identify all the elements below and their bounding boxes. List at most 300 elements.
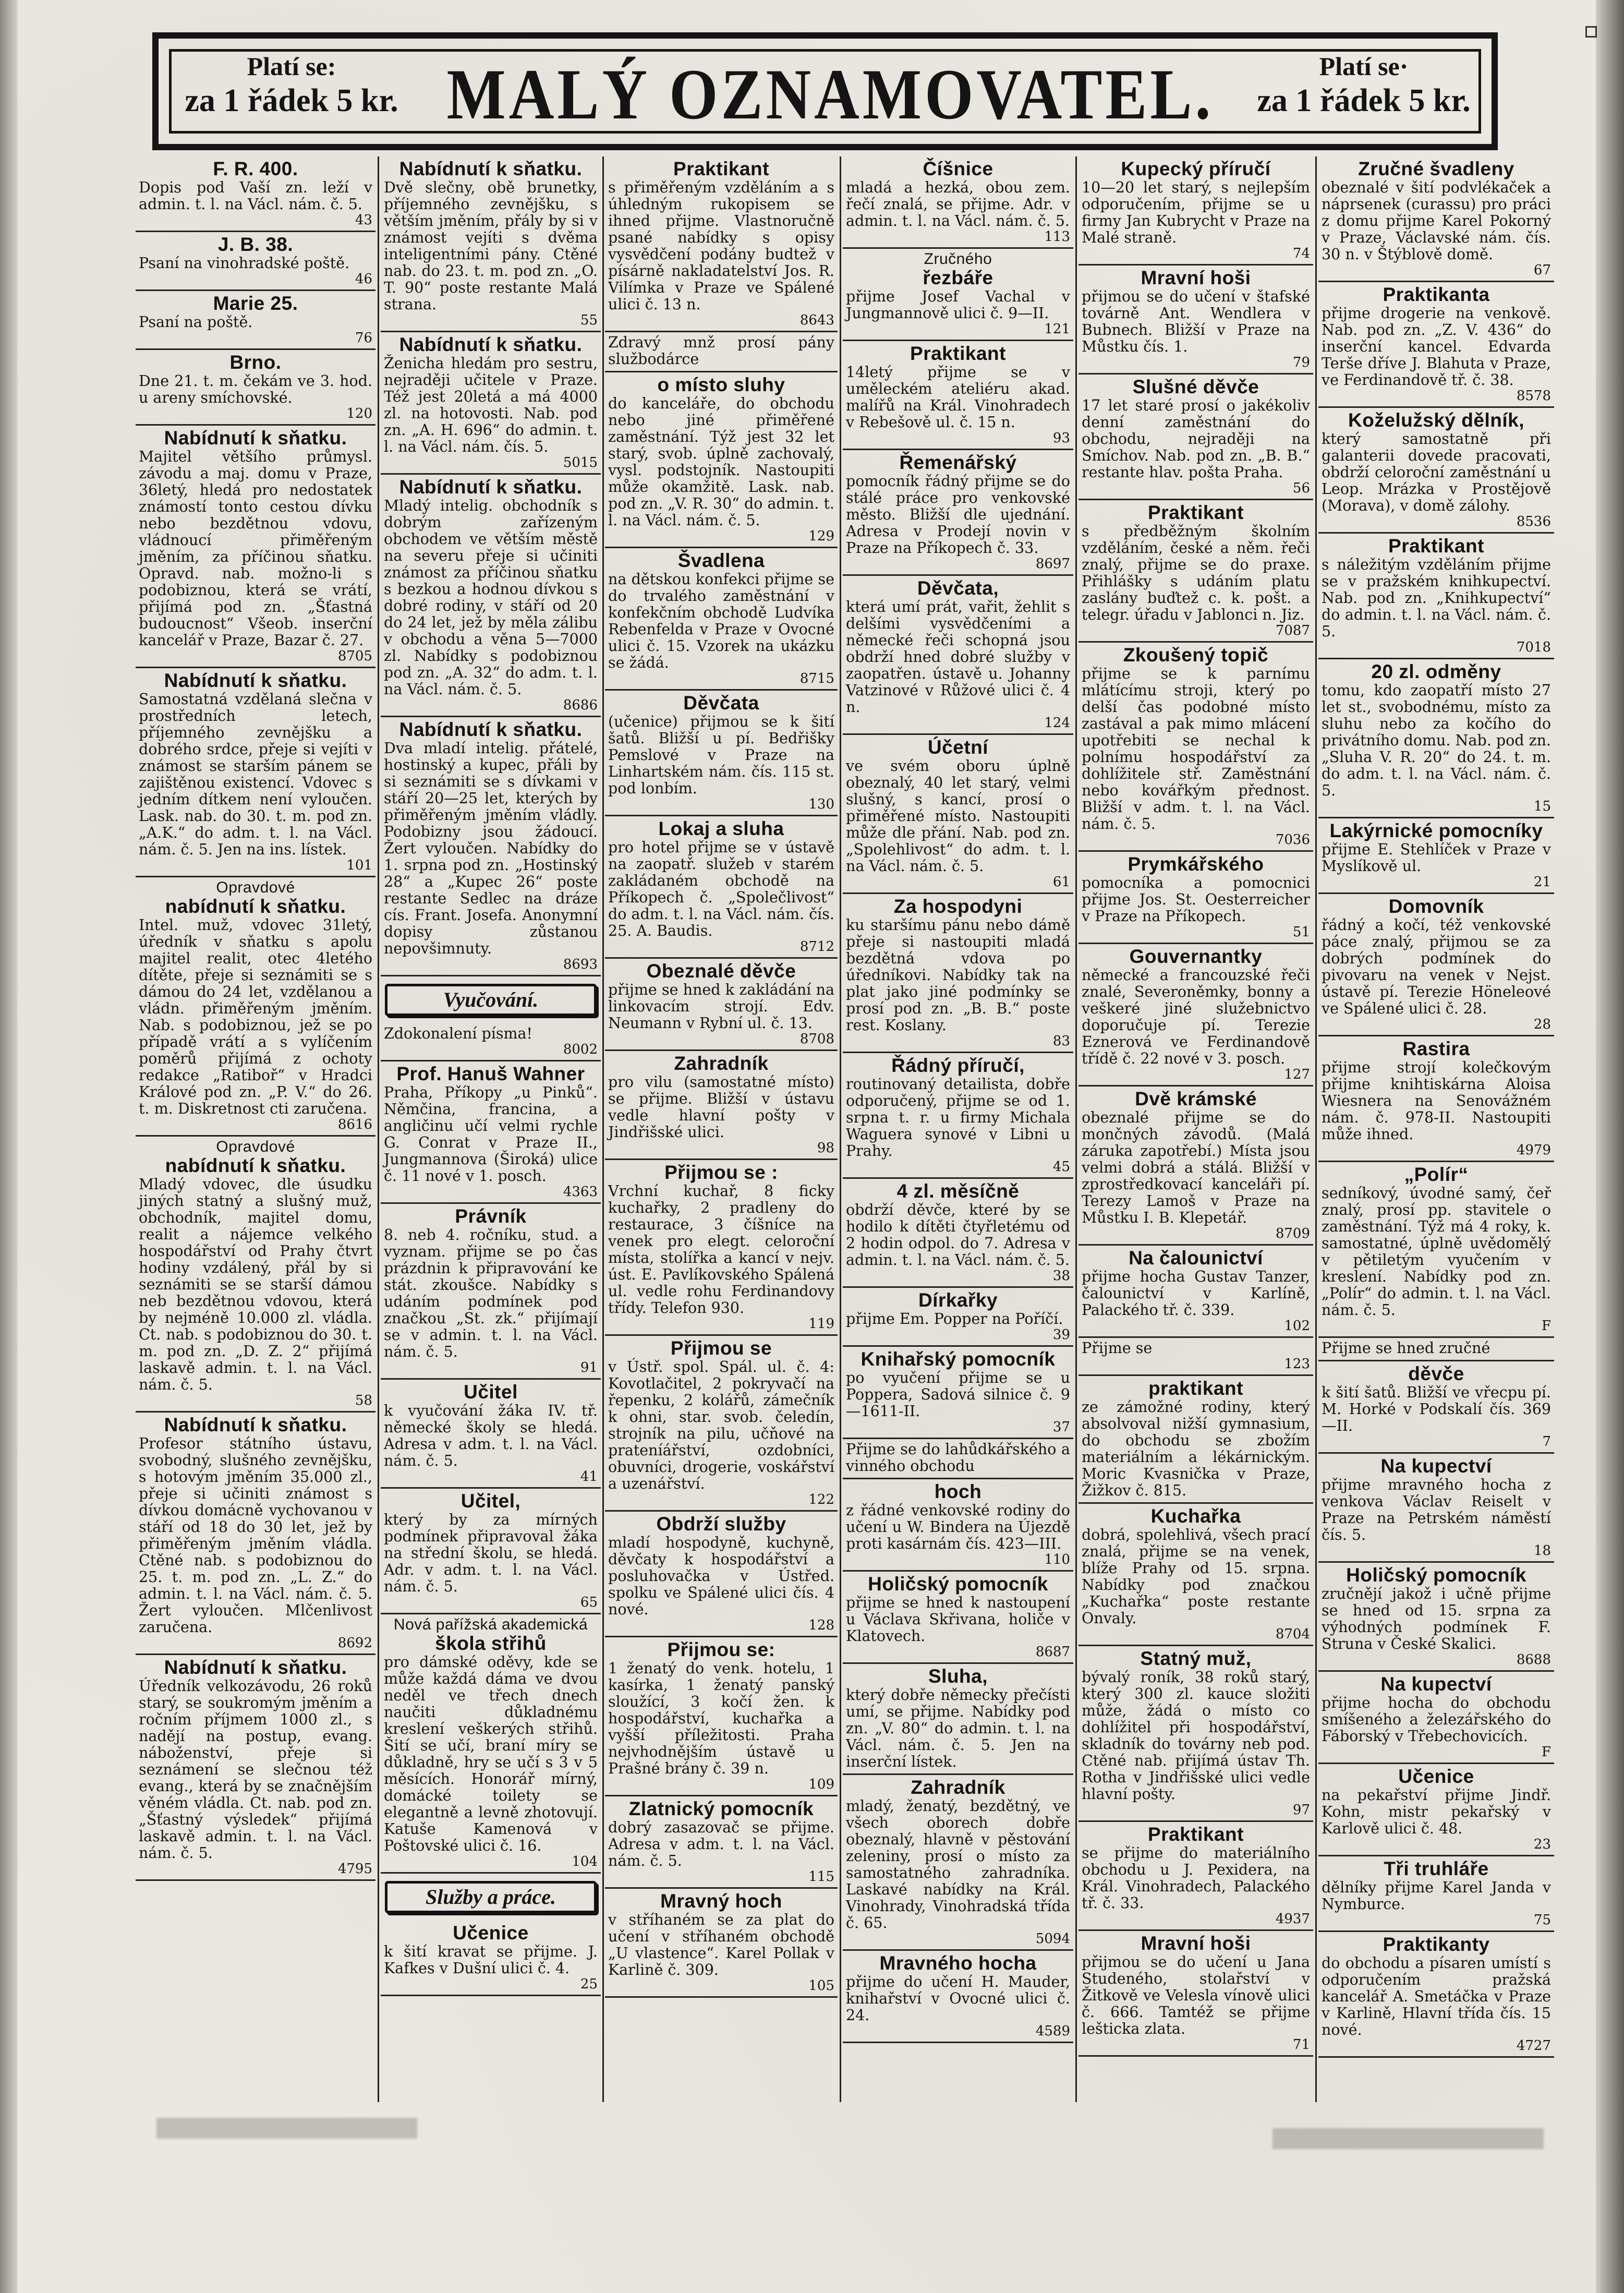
corner-mark [1585, 26, 1597, 38]
column-rule [840, 156, 841, 2102]
ad-heading: Prof. Hanuš Wahner [396, 1063, 585, 1084]
column-4 [843, 156, 1073, 2102]
ad-number: 5015 [563, 455, 598, 470]
classified-ad [381, 1023, 601, 1061]
ad-heading: Na kupectví [1380, 1673, 1492, 1695]
ad-body: pomocníka a pomocnici přijme Jos. St. Oesterreicher v Praze na Příkopech. [1082, 874, 1310, 925]
ad-number: 21 [1533, 874, 1551, 890]
ad-heading: Nabídnutí k sňatku. [399, 476, 583, 498]
ad-heading: Děvčata [683, 692, 759, 714]
ad-heading: 4 zl. měsíčně [896, 1180, 1020, 1202]
ad-body: s náležitým vzděláním přijme se v pražském knihkupectví. Nab. pod zn. „Knihkupectví“ do admin. t. l. na Václ. nám. č. 5. [1322, 556, 1551, 640]
ad-number: 51 [1292, 924, 1310, 940]
ad-body: Dopis pod Vaší zn. leží v admin. t. l. na Václ. nám. č. 5. [139, 179, 372, 213]
ad-body: na dětskou konfekci přijme se do trvalého zaměstnání v konfekčním obchodě Ludvíka Rebenfelda v Praze v Ovocné ulici č. 15. Vzorek na ukázku se žádá. [608, 571, 834, 671]
ad-heading-secondary: řezbáře [923, 267, 993, 288]
ad-number: F [1541, 1744, 1551, 1760]
column-rule [602, 156, 604, 2102]
classified-ad [843, 341, 1073, 450]
classified-ad [381, 1380, 601, 1489]
ad-heading: Dírkařky [918, 1289, 998, 1311]
classified-ad [136, 668, 375, 877]
classified-ad [1078, 944, 1313, 1087]
ad-number: 8578 [1516, 388, 1551, 404]
ad-heading: Marie 25. [213, 293, 298, 314]
masthead-right-price: za 1 řádek 5 kr. [1257, 83, 1471, 118]
classified-ad [843, 1572, 1073, 1664]
ad-heading: Přijmou se [670, 1337, 772, 1359]
classified-ad [1318, 282, 1554, 408]
ad-number: 93 [1052, 430, 1070, 446]
ad-body: obeznalé přijme se do mončných závodů. (Malá záruka zapotřebí.) Místa jsou velmi dobrá a stálá. Bližší v zprostředkovací kanceláři pí. Terezy Lamoš v Praze na Můstku I. B. Klepetář. [1082, 1109, 1310, 1226]
ad-body: 1 ženatý do venk. hotelu, 1 kasírka, 1 ženatý panský sloužící, 3 kočí žen. k hospodářství, kuchařka a vyšší příležitosti. Praha nejvhodnějším ústavě u Prašné brány č. 39 n. [608, 1660, 834, 1777]
ad-body: ze zámožné rodiny, který absolvoval nižší gymnasium, do obchodu se zbožím materiálním a lékárnickým. Moric Kvasnička v Praze, Žižkov č. 815. [1082, 1398, 1310, 1499]
ad-number: 8687 [1035, 1644, 1070, 1660]
ad-heading: o místo sluhy [657, 374, 785, 395]
ad-heading: „Polír“ [1404, 1164, 1469, 1185]
classified-ad [1318, 1932, 1554, 2058]
ad-body: Psaní na vinohradské poště. [139, 255, 350, 272]
ad-heading: Nabídnutí k sňatku. [164, 1414, 347, 1435]
ad-number: 8686 [563, 697, 598, 713]
ad-body: k vyučování žáka IV. tř. německé školy se hledá. Adresa v adm. t. l. na Václ. nám. č. 5. [384, 1402, 598, 1469]
ad-number: 8709 [1275, 1226, 1310, 1241]
ad-body: Majitel většího průmysl. závodu a maj. domu v Praze, 36letý, hledá pro nedostatek známostí tonto cestou dívku nebo bezdětnou vdovu, vládnoucí přiměřeným jměním, za příčinou sňatku. Opravd. nab. možno-li s podobiznou, která se vrátí, přijímá pod zn. „Šťastná budoucnost“ Všeob. inserční kancelář v Praze, Bazar č. 27. [139, 448, 372, 649]
ad-heading: Mravného hocha [879, 1952, 1037, 1974]
ad-heading: Obeznalé děvče [646, 960, 796, 982]
ad-number: 101 [346, 858, 372, 873]
ad-number: 65 [580, 1595, 598, 1610]
ad-body: bývalý roník, 38 roků starý, který 300 zl. kauce složiti může, žádá o místo co dohlížitel při hospodářství, skladník do továrny neb pod. Ctěné nab. přijímá ústav Th. Rotha v Jindřišské ulici vedle hlavní pošty. [1082, 1669, 1310, 1803]
ad-number: 127 [1284, 1067, 1310, 1082]
ad-body: Dne 21. t. m. čekám ve 3. hod. u areny smíchovské. [139, 372, 372, 406]
ad-number: 121 [1044, 321, 1070, 337]
ad-heading: Řádný příručí, [891, 1055, 1025, 1076]
ad-number: 15 [1533, 799, 1551, 814]
ad-body: přijme se k parnímu mlátícímu stroji, který po delší čas podobné místo zastával a pak mimo mlácení upotřebiti se nechal k polnímu hospodářství za dohlížitele stř. Zaměstnání nebo kovářkým přednost. Bližší v adm. t. l. na Václ. nám. č. 5. [1082, 665, 1310, 832]
ad-heading: Praktikanta [1383, 284, 1490, 305]
scan-edge-left [0, 0, 18, 2293]
ad-number: 4363 [563, 1184, 598, 1200]
ad-heading: Nabídnutí k sňatku. [164, 427, 347, 449]
ad-number: 76 [355, 330, 372, 346]
ad-body: k šití šatů. Bližší ve vřecpu pí. M. Horké v Podskalí čís. 369—II. [1322, 1384, 1551, 1434]
ad-number: 8708 [799, 1031, 834, 1047]
ad-heading: Účetní [927, 737, 989, 758]
ad-body: Zdravý mnž prosí pány službodárce [608, 334, 834, 368]
ad-body: dobrá, spolehlivá, všech prací znalá, přijme se na venek, blíže Prahy od 15. srpna. Nabídky pod značkou „Kuchařka“ poste restante Onvaly. [1082, 1526, 1310, 1627]
ad-number: 104 [572, 1854, 598, 1869]
classified-ad [843, 1053, 1073, 1179]
ad-heading: J. B. 38. [217, 234, 294, 255]
ad-number: 122 [808, 1492, 834, 1507]
classified-ad [1078, 1931, 1313, 2057]
classified-ad [843, 1439, 1073, 1479]
ad-number: 55 [580, 312, 598, 328]
ad-body: Intel. muž, vdovec 31letý, úředník v sňatku s apolu majitel realit, otec 4letého dítěte, přeje si seznámiti se s dámou do 24 let, vzdělanou a vládn. přiměřeným jměním. Nab. s podobiznou, jež se po případě vrátí a s vylíčením poměrů přijímá z ochoty redakce „Ratiboř“ v Hradci Králové pod zn. „P. V.“ do 26. t. m. Diskretnost cti zaručena. [139, 916, 372, 1117]
print-smudge [1272, 2128, 1544, 2149]
ad-body: přijme drogerie na venkově. Nab. pod zn. „Z. V. 436“ do inserční kancel. Edvarda Terše dříve J. Blahuta v Praze, ve Ferdinandově tř. č. 38. [1322, 305, 1551, 389]
ad-heading: Nabídnutí k sňatku. [164, 1657, 347, 1678]
classified-ad [605, 1889, 838, 1998]
ad-heading: Domovník [1388, 896, 1484, 917]
classified-ad [605, 959, 838, 1051]
ad-body: obdrží děvče, které by se hodilo k dítěti čtyřletému od 2 hodin odpol. do 7. Adresa v admin. t. l. na Václ. nám. č. 5. [846, 1201, 1070, 1269]
masthead-left-price: za 1 řádek 5 kr. [185, 83, 398, 118]
ad-body: na pekařství přijme Jindř. Kohn, mistr pekařský v Karlově ulici č. 48. [1322, 1787, 1551, 1837]
ad-number: 71 [1292, 2037, 1310, 2053]
classified-ad [843, 156, 1073, 249]
column-2 [381, 156, 601, 2102]
classified-ad [1078, 1504, 1313, 1646]
classified-ad [605, 691, 838, 816]
ad-body: Úředník velkozávodu, 26 roků starý, se soukromým jměním a ročním příjmem 1000 zl., s nadějí na postup, evang. náboženství, přeje si seznámení se slečnou též evang., která by se značnějším věném vládla. Ct. nab. pod zn. „Šťastný výsledek“ přijímá laskavě admin. t. l. na Václ. nám. č. 5. [139, 1677, 372, 1862]
classified-ad [136, 232, 375, 291]
ad-number: 4979 [1516, 1142, 1551, 1158]
ad-heading: Nabídnutí k sňatku. [399, 158, 583, 179]
column-6 [1318, 156, 1554, 2102]
classified-ad [381, 717, 601, 976]
classified-ad [1078, 1822, 1313, 1931]
classified-ad [1078, 1376, 1313, 1504]
classified-ad [605, 1512, 838, 1637]
ad-heading-secondary: škola střihů [435, 1633, 547, 1654]
classified-ad [843, 249, 1073, 341]
classified-ad [136, 1413, 375, 1655]
classified-ad [1078, 1646, 1313, 1822]
column-5 [1078, 156, 1313, 2102]
classified-ad [1318, 1672, 1554, 1764]
ad-number: 83 [1052, 1033, 1070, 1049]
ad-number: 41 [580, 1469, 598, 1485]
ad-body: ku staršímu pánu nebo dámě přeje si nastoupiti mladá bezdětná vdova po úředníkovi. Nabídky tak na plat jako jiné podmínky se prosí pod zn. „B. B.“ poste rest. Koslany. [846, 916, 1070, 1034]
ad-heading: Zručného [924, 250, 992, 268]
ad-heading: Zahradník [674, 1053, 769, 1074]
ad-number: 110 [1044, 1552, 1070, 1567]
classified-ad [136, 350, 375, 426]
ad-heading: Obdrží služby [656, 1513, 786, 1535]
ad-body: Praha, Příkopy „u Pinků“. Němčina, francina, a angličinu učí velmi rychle G. Conrat v Praze II., Jungmannova (Široká) ulice č. 11 nové v 1. posch. [384, 1084, 598, 1185]
ad-body: po vyučení přijme se u Poppera, Sadová silnice č. 9—1611-II. [846, 1369, 1070, 1420]
classified-ad [1318, 659, 1554, 818]
ad-number: 128 [808, 1618, 834, 1633]
ad-body: do obchodu a písaren umístí s odporučením pražská kancelář A. Smetáčka v Praze v Karlině, Hlavní třída čís. 15 nové. [1322, 1954, 1551, 2038]
ad-heading: Zručné švadleny [1358, 158, 1514, 179]
ad-number: 25 [580, 1976, 598, 1992]
ad-body: z řádné venkovské rodiny do učení u W. Bindera na Újezdě proti kasárnám čís. 423—III. [846, 1502, 1070, 1552]
classified-ad [843, 450, 1073, 576]
ad-heading: Číšnice [923, 158, 993, 179]
classified-ad [843, 1479, 1073, 1572]
ad-body: 8. neb 4. ročníku, stud. a vyznam. přijme se po čas prázdnin k připravování ke stát. zkoušce. Nabídky s udáním podmínek pod značkou „St. zk.“ přijímají se v admin. t. l. na Václ. nám. č. 5. [384, 1226, 598, 1360]
ad-heading: Holičský pomocník [1346, 1564, 1526, 1586]
ad-number: 119 [808, 1316, 834, 1332]
ad-body: s předběžným školním vzděláním, české a něm. řeči znalý, přijme se do praxe. Přihlášky s udáním platu zaslány buďtež c. k. pošt. a telegr. úřadu v Jablonci n. Jiz. [1082, 523, 1310, 623]
classified-ad [605, 1336, 838, 1512]
ad-heading: Nabídnutí k sňatku. [399, 334, 583, 355]
classified-ad [1078, 643, 1313, 852]
ad-heading: Kupecký příručí [1121, 158, 1271, 179]
ad-heading: děvče [1408, 1363, 1464, 1384]
ad-heading: Praktikant [910, 343, 1006, 364]
classified-ad [605, 156, 838, 332]
ad-number: 4727 [1516, 2038, 1551, 2054]
ad-heading: Kuchařka [1150, 1505, 1241, 1527]
classified-ad [1318, 1361, 1554, 1454]
ad-heading: Holičský pomocník [868, 1573, 1048, 1595]
ad-number: 130 [808, 796, 834, 812]
ad-number: 8705 [337, 648, 372, 664]
masthead [152, 32, 1498, 150]
ad-number: 129 [808, 528, 834, 544]
ad-heading: Tři truhláře [1384, 1858, 1489, 1879]
ad-heading: hoch [934, 1481, 982, 1502]
ad-body: který by za mírných podmínek připravoval žáka na střední školu, se hledá. Adr. v adm. t. l. na Václ. nám. č. 5. [384, 1511, 598, 1595]
ad-number: 45 [1052, 1159, 1070, 1175]
classified-ad [1318, 1454, 1554, 1563]
ad-number: 79 [1292, 355, 1310, 370]
ad-body: Mladý intelig. obchodník s dobrým zařízeným obchodem ve větším městě na severu přeje si učiniti známost za příčinou sňatku s bezkou a hodnou dívkou s dobré rodiny, v stáří od 20 do 24 let, jež by měla zálibu v obchodu a věna 5—7000 zl. Nabídky s podobiznou pod zn. „A. 32“ do adm. t. l. na Václ. nám. č. 5. [384, 497, 598, 698]
ad-number: 7087 [1275, 623, 1310, 638]
ad-body: tomu, kdo zaopatří místo 27 let st., svobodnému, místo za sluhu nebo za kočího do privátního domu. Nab. pod zn. „Sluha V. R. 20“ do 24. t. m. do adm. t. l. na Václ. nám. č. 5. [1322, 682, 1551, 799]
ad-number: 7018 [1516, 639, 1551, 655]
ad-number: 105 [808, 1978, 834, 1994]
classified-ad [843, 1179, 1073, 1288]
ad-number: 4795 [337, 1861, 372, 1877]
ad-body: Profesor státního ústavu, svobodný, slušného zevnějšku, s hotovým jměním 35.000 zl., přeje si učiniti známost s dívkou domácně vychovanou v stáří od 18 do 30 let, jež by přiměřeným jměním vládla. Ctěné nab. s podobiznou do 25. t. m. pod zn. „L. Z.“ do admin. t. l. na Václ. nám. č. 5. Žert vyloučen. Mlčenlivost zaručena. [139, 1435, 372, 1636]
classified-ad [1318, 1162, 1554, 1338]
ad-number: 8693 [563, 957, 598, 972]
classified-ad [1318, 894, 1554, 1036]
ad-heading: Učenice [453, 1922, 529, 1944]
ad-number: 7 [1542, 1434, 1551, 1450]
ad-number: 115 [808, 1869, 834, 1885]
ad-number: 75 [1533, 1912, 1551, 1928]
ad-heading: Sluha, [928, 1666, 988, 1687]
ad-heading: Nabídnutí k sňatku. [164, 670, 347, 691]
ad-body: který samostatně při galanterii dovede pracovati, obdrží celoroční zaměstnání u Leop. Mrázka v Prostějově (Morava), v domě zálohy. [1322, 430, 1551, 514]
ad-number: 120 [346, 406, 372, 421]
ad-body: Zdokonalení písma! [384, 1025, 532, 1042]
ad-heading: Zlatnický pomocník [628, 1798, 814, 1819]
ad-number: 98 [817, 1140, 834, 1156]
ad-heading: Učitel [464, 1381, 518, 1403]
ad-number: 102 [1284, 1318, 1310, 1334]
ad-body: sedníkový, úvodné samý, čeř znalý, prosí pp. stavitele o zaměstnání. Týž má 4 roky, k. samostatné, úplně uvědomělý v pětiletým vyučením v kreslení. Nabídky pod zn. „Polír“ do admin. t. l. na Václ. nám. č. 5. [1322, 1185, 1551, 1319]
classified-ad [381, 1614, 601, 1874]
classified-ad [381, 1489, 601, 1614]
ad-number: 23 [1533, 1837, 1551, 1852]
ad-body: v Ústř. spol. Spál. ul. č. 4: Kovotlačitel, 2 pokryvačí na řepenku, 2 kolářů, zámečník k ohni, star. svob. čeledín, strojník na pilu, učňové na prateníářství, ozdobníci, obuvníci, drogerie, voskářství a uzenářství. [608, 1358, 834, 1492]
ad-number: 18 [1533, 1543, 1551, 1559]
ad-number: 8692 [337, 1635, 372, 1651]
ad-body: 10—20 let starý, s nejlepším odporučením, přijme se u firmy Jan Kubrycht v Praze na Malé straně. [1082, 179, 1310, 246]
ad-body: dobrý zasazovač se přijme. Adresa v adm. t. l. na Václ. nám. č. 5. [608, 1819, 834, 1869]
ad-number: 5094 [1035, 1931, 1070, 1947]
ad-heading: Nová pařížská akademická [393, 1616, 588, 1633]
column-1 [136, 156, 375, 2102]
ad-number: 67 [1533, 262, 1551, 278]
ad-heading: praktikant [1148, 1378, 1243, 1399]
classified-ad [605, 548, 838, 691]
ad-body: pro dámské oděvy, kde se může každá dáma ve dvou neděl ve třech dnech naučiti důkladnému kreslení veškerých střihů. Šití se učí, braní míry se důkladně, hry se učí s 3 v 5 měsících. Honorář mírný, domácké toilety se elegantně a levně zhotovují. Katuše Kamenová v Poštovské ulici č. 16. [384, 1654, 598, 1854]
ad-body: přijme se hned k zakládání na linkovacím strojí. Edv. Neumann v Rybní ul. č. 13. [608, 981, 834, 1032]
ad-body: Ženicha hledám pro sestru, nejraději učitele v Praze. Též jest 20letá a má 4000 zl. na hotovosti. Nab. pod zn. „A. H. 696“ do admin. t. l. na Václ. nám. čís. 5. [384, 355, 598, 455]
ad-heading: Koželužský dělník, [1348, 409, 1524, 431]
classified-ad [381, 156, 601, 332]
classified-ad [1078, 852, 1313, 944]
ad-heading: Přijmou se: [667, 1639, 775, 1660]
scan-edge-right [1596, 0, 1624, 2293]
ad-heading: Nabídnutí k sňatku. [399, 719, 583, 740]
column-rule [378, 156, 379, 2102]
ad-number: 8536 [1516, 514, 1551, 529]
ad-body: Dvě slečny, obě brunetky, příjemného zevnějšku, s větším jměním, přály by si v známost vejíti s dvěma inteligentními pány. Ctěné nab. do 23. t. m. pod zn. „O. T. 90“ poste restante Malá strana. [384, 179, 598, 313]
ad-heading: Praktikant [1148, 1824, 1244, 1845]
ad-heading: Řemenářský [899, 452, 1017, 473]
classified-ad [843, 735, 1073, 894]
ad-number: 43 [355, 212, 372, 228]
ad-body: mladá a hezká, obou zem. řečí znalá, se přijme. Adr. v admin. t. l. na Václ. nám. č. 5. [846, 179, 1070, 230]
ad-number: 7036 [1275, 832, 1310, 848]
classified-ad [843, 576, 1073, 735]
classified-ad [381, 1204, 601, 1380]
ad-heading: Zahradník [911, 1777, 1005, 1798]
ad-number: 74 [1292, 246, 1310, 261]
ad-heading: Lokaj a sluha [658, 818, 784, 839]
ad-heading: Přijmou se : [664, 1162, 778, 1183]
classified-ad [381, 475, 601, 717]
masthead-right-small: Platí se· [1319, 52, 1409, 81]
classified-ad [1078, 1338, 1313, 1376]
ad-body: Samostatná vzdělaná slečna v prostředních letech, příjemného zevnějšku a dobrého srdce, přeje si vejíti v známost se starším pánem se zajištěnou existencí. Vdovec s jedním dítkem není vyloučen. Lask. nab. do 30. t. m. pod zn. „A.K.“ do adm. t. l. na Václ. nám. č. 5. Jen na ins. lístek. [139, 691, 372, 858]
ad-body: k šití kravat se přijme. J. Kafkes v Dušní ulici č. 4. [384, 1943, 598, 1977]
masthead-right-rate [1241, 53, 1486, 117]
classified-ad [843, 1664, 1073, 1775]
ad-body: přijme strojí kolečkovým přijme knihtiskárna Aloisa Wiesnera na Senovážném nám. č. 978-II. Nastoupiti může ihned. [1322, 1059, 1551, 1143]
ad-number: 28 [1533, 1017, 1551, 1032]
classified-ad [1318, 1338, 1554, 1361]
ad-body: Dva mladí intelig. přátelé, hostinský a kupec, přáli by si seznámiti se s dívkami v stáří 20—25 let, kterých by přiměřeným jměním vládly. Podobizny jsou žádoucí. Žert vyloučen. Nabídky do 1. srpna pod zn. „Hostinský 28“ a „Kupec 26“ poste restante Sedlec na dráze cís. Frant. Josefa. Anonymní dopisy zůstanou nepovšimnuty. [384, 740, 598, 957]
ad-body: pomocník řádný přijme se do stálé práce pro venkovské město. Bližší dle ujednání. Adresa v Prodejí novin v Praze na Příkopech č. 33. [846, 473, 1070, 557]
classified-ad [605, 1160, 838, 1336]
ad-body: Vrchní kuchař, 8 ficky kuchařky, 2 pradleny do restaurace, 3 číšníce na venek pro elegt. celoroční místa, stolířka a kancí v nejv. úst. E. Pavlíkovského Spálená ul. vedle rohu Ferdinandovy třídy. Telefon 930. [608, 1182, 834, 1317]
ad-body: ve svém oboru úplně obeznalý, 40 let starý, velmi slušný, s kancí, prosí o přiměřené místo. Nastoupiti může dle přání. Nab. pod zn. „Spolehlivost“ do adm. t. l. na Václ. nám. č. 5. [846, 757, 1070, 875]
ad-body: přijmou se do učení u Jana Studeného, stolařství v Žitkově ve Velesla vínově ulici č. 666. Tamtéž se přijme lešticka zlata. [1082, 1953, 1310, 2037]
classified-ad [136, 877, 375, 1137]
ad-body: mladí hospodyně, kuchyně, děvčaty k hospodářství a posluhovačka v Ústřed. spolku ve Spálené ulici čís. 4 nové. [608, 1534, 834, 1618]
ad-number: 8643 [799, 312, 834, 328]
masthead-left-small: Platí se: [247, 52, 336, 81]
ad-number: 46 [355, 271, 372, 287]
ad-heading: Brno. [229, 352, 282, 373]
classified-ad [1318, 818, 1554, 894]
ad-heading: 20 zl. odměny [1371, 661, 1501, 682]
classified-ad [1318, 1036, 1554, 1162]
ad-number: 91 [580, 1360, 598, 1375]
classified-ad [1078, 1246, 1313, 1338]
classified-ad [843, 894, 1073, 1053]
ad-heading: Praktikant [1388, 535, 1484, 557]
classified-ad [381, 1921, 601, 1996]
classified-ad [381, 332, 601, 475]
classified-ad [1078, 375, 1313, 500]
ad-number: 97 [1292, 1802, 1310, 1818]
classified-ad [1078, 156, 1313, 265]
ad-heading: Děvčata, [917, 577, 999, 599]
ad-number: F [1541, 1318, 1551, 1334]
ad-heading: Dvě krámské [1135, 1088, 1257, 1109]
ad-body: přijme Em. Popper na Poříčí. [846, 1310, 1063, 1327]
classified-ad [605, 1051, 838, 1160]
print-smudge [156, 2118, 417, 2139]
ad-heading: Opravdové [216, 1138, 295, 1155]
ad-body: přijme Josef Vachal v Jungmannově ulici č. 9—II. [846, 288, 1070, 322]
ad-body: přijme mravného hocha z venkova Václav Reiselt v Praze na Petrském náměstí čís. 5. [1322, 1476, 1551, 1543]
ad-heading: Gouvernantky [1129, 946, 1263, 967]
ad-heading: Mravný hoch [660, 1890, 782, 1912]
ad-number: 8697 [1035, 556, 1070, 572]
ad-heading: Rastira [1402, 1038, 1470, 1059]
ad-number: 58 [355, 1393, 372, 1408]
ad-heading: Praktikanty [1383, 1934, 1490, 1955]
ad-number: 8715 [799, 671, 834, 686]
ad-heading: Praktikant [1148, 502, 1244, 523]
section-banner: Vyučování. [385, 984, 597, 1016]
ad-body: s přiměřeným vzděláním a s úhledným rukopisem se ihned přijme. Vlastnoručně psané nabídky s opisy vysvědčení podány budtež v písárně nakladatelství Jos. R. Vilímka v Praze ve Spálené ulici č. 13 n. [608, 179, 834, 313]
ad-number: 39 [1052, 1327, 1070, 1343]
ad-heading: Lakýrnické pomocníky [1329, 820, 1543, 841]
ad-number: 56 [1292, 480, 1310, 496]
ad-heading: Učitel, [460, 1490, 521, 1512]
ad-body: 14letý přijme se v uměleckém ateliéru akad. malířů na Král. Vinohradech v Rebešově ul. č. 15 n. [846, 364, 1070, 431]
ad-heading: Učenice [1398, 1766, 1474, 1787]
ad-heading: Na kupectví [1380, 1455, 1492, 1477]
ad-heading: Švadlena [677, 550, 765, 571]
ad-number: 113 [1044, 229, 1070, 245]
classified-ad [1078, 500, 1313, 643]
classified-ad [1078, 1087, 1313, 1246]
ad-body: pro hotel přijme se v ústavě na zaopatř. služeb v starém zakládaném obchodě na Příkopech č. „Společlivost“ do adm. t. l. na Václ. nám. čís. 25. A. Baudis. [608, 839, 834, 939]
ad-body: Přijme se do lahůdkářského a vinného obchodu [846, 1441, 1070, 1475]
column-rule [1315, 156, 1317, 2102]
ad-body: která umí prát, vařit, žehlit s delšími vysvědčeními a německé řeči schopná jsou obdrží hned dobré služby v zaopatřen. ústavě u. Johanny Vatzinové v Růžové ulici č. 4 n. [846, 598, 1070, 716]
classified-ad [136, 1137, 375, 1413]
ad-body: Mladý vdovec, dle úsudku jiných statný a slušný muž, obchodník, majitel domu, realit a nájemce velkého hospodářství od Prahy čtvrt hodiny vzdálený, přál by si seznámiti se se starší dámou neb bezdětnou vdovou, která by nejméně 10.000 zl. vládla. Ct. nab. s podobiznou do 30. t. m. pod zn. „D. Z. 2“ přijímá laskavě admin. t. l. na Václ. nám. č. 5. [139, 1176, 372, 1393]
ad-body: přijme se hned k nastoupení u Václava Skřivana, holiče v Klatovech. [846, 1594, 1070, 1645]
classified-ad [136, 156, 375, 232]
column-3 [605, 156, 838, 2102]
masthead-title: MALÝ OZNAMOVATEL. [446, 54, 1214, 134]
ad-body: pro vilu (samostatné místo) se přijme. Bližší v ústavu vedle hlavní pošty v Jindřišské ulici. [608, 1073, 834, 1141]
ad-body: řádný a kočí, též venkovské páce znalý, přijmou se za dobrých podmínek do pivovaru na venek v Nejst. ústavě pí. Terezie Höneleové ve Spálené ulici č. 28. [1322, 916, 1551, 1017]
classified-ad [1318, 1856, 1554, 1932]
ad-heading-secondary: nabídnutí k sňatku. [165, 1155, 346, 1176]
ad-body: se přijme do materiálního obchodu u J. Pexidera, na Král. Vinohradech, Palackého tř. č. 33. [1082, 1844, 1310, 1912]
classified-ad [605, 372, 838, 548]
ad-number: 123 [1284, 1356, 1310, 1372]
ad-body: v stříhaném se za plat do učení v stříhaném obchodě „U vlastence“. Karel Pollak v Karlině č. 309. [608, 1911, 834, 1978]
ad-number: 38 [1052, 1268, 1070, 1284]
classified-ad [605, 1796, 838, 1889]
ad-number: 8002 [563, 1042, 598, 1057]
classified-ad [381, 1061, 601, 1204]
classified-ad [605, 816, 838, 959]
ad-number: 124 [1044, 715, 1070, 731]
ad-heading-secondary: nabídnutí k sňatku. [165, 896, 346, 917]
ad-heading: Zkoušený topič [1123, 644, 1269, 666]
ad-heading: F. R. 400. [213, 158, 298, 179]
